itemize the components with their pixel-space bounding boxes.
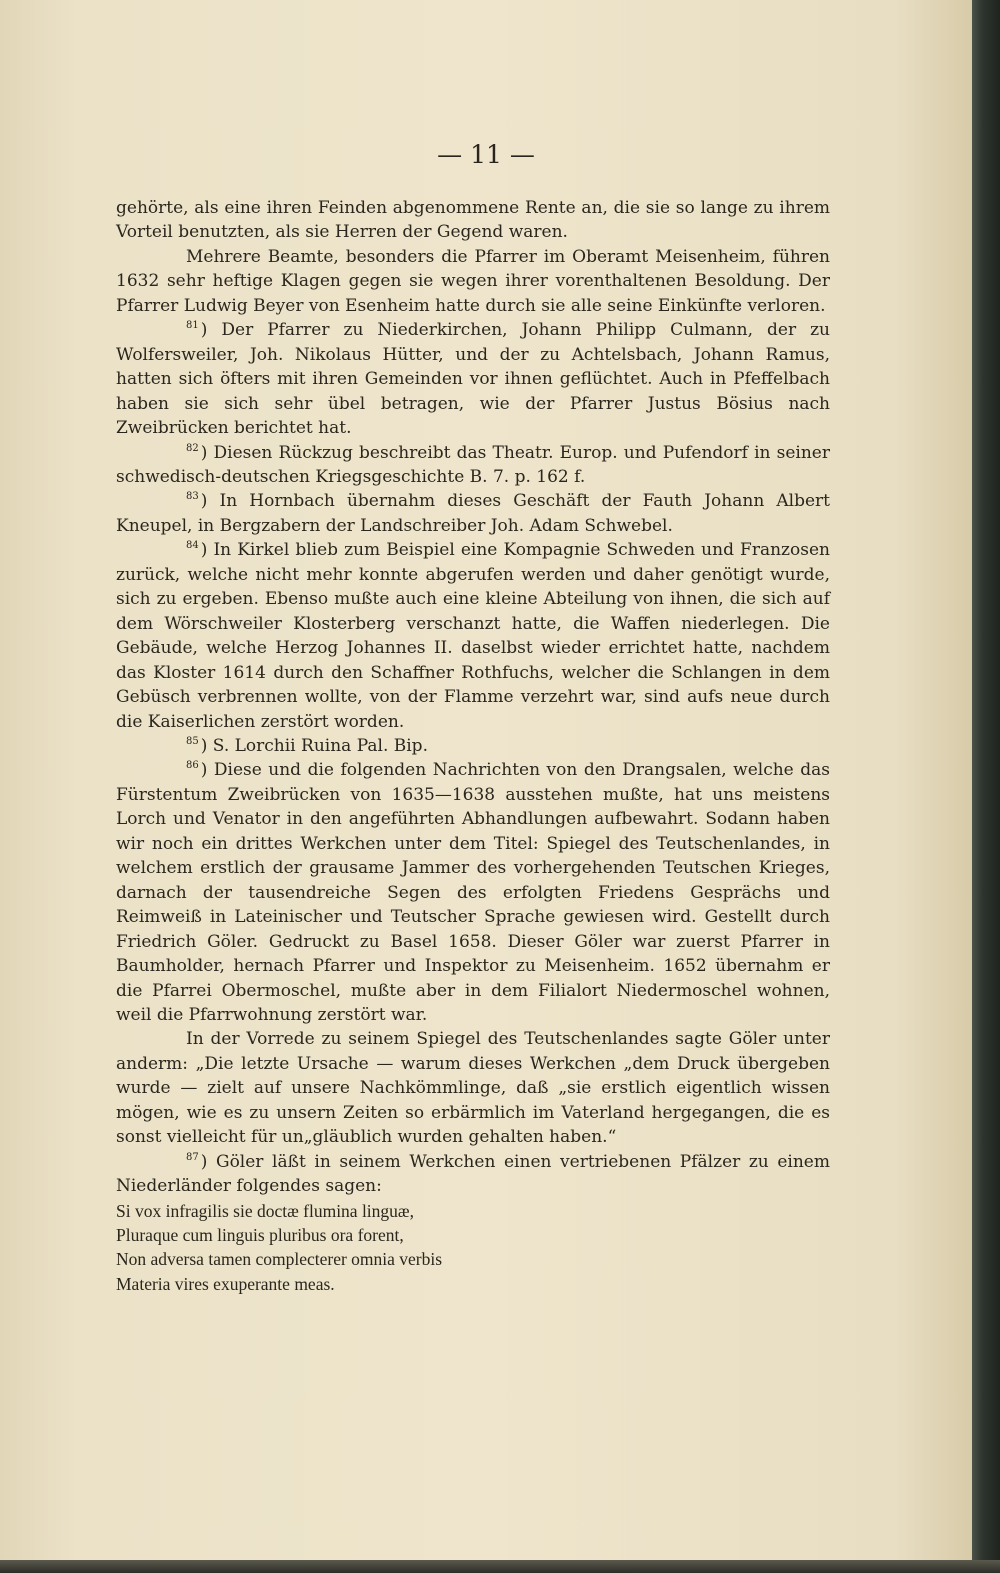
footnote-text: In Hornbach übernahm dieses Geschäft der Fauth Johann Albert Kneupel, in Bergzabern der Landschreiber Joh. Adam Schwebel.	[116, 491, 830, 536]
footnote-text: S. Lorchii Ruina Pal. Bip.	[212, 735, 428, 756]
book-spine-edge	[972, 0, 1000, 1573]
footnote-83: $^{83}$ ) In Hornbach übernahm dieses Geschäft der Fauth Johann Albert Kneupel, in Bergzabern der Landschreiber Joh. Adam Schwebel.	[116, 491, 830, 536]
paragraph-continuation: gehörte, als eine ihren Feinden abgenommene Rente an, die sie so lange zu ihrem Vorteil benutzten, als sie Herren der Gegend waren.	[116, 198, 830, 243]
footnote-text: Diese und die folgenden Nachrichten von den Drangsalen, welche das Fürstentum Zweibrücken von 1635—1638 ausstehen mußte, hat uns meistens Lorch und Venator in den angeführten Abhandlungen aufbewahrt. Sodann haben wir noch ein drittes Werkchen unter dem Titel: Spiegel des Teutschenlandes, in welchem erstlich der grausame Jammer des vorhergehenden Teutschen Krieges, darnach der tausendreiche Segen des erfolgten Friedens Gesprächs und Reimweiß in Lateinischer und Teutscher Sprache gewiesen wird. Gestellt durch Friedrich Göler. Gedruckt zu Basel 1658. Dieser Göler war zuerst Pfarrer in Baumholder, hernach Pfarrer und Inspektor zu Meisenheim. 1652 übernahm er die Pfarrei Obermoschel, mußte aber in dem Filialort Niedermoschel wohnen, weil die Pfarrwohnung zerstört war.	[116, 760, 830, 1025]
footnote-86: $^{86}$ ) Diese und die folgenden Nachrichten von den Drangsalen, welche das Fürstentum Zweibrücken von 1635—1638 ausstehen mußte, hat uns meistens Lorch und Venator in den angeführten Abhandlungen aufbewahrt. Sodann haben wir noch ein drittes Werkchen unter dem Titel: Spiegel des Teutschenlandes, in welchem erstlich der grausame Jammer des vorhergehenden Teutschen Krieges, darnach der tausendreiche Segen des erfolgten Friedens Gesprächs und Reimweiß in Lateinischer und Teutscher Sprache gewiesen wird. Gestellt durch Friedrich Göler. Gedruckt zu Basel 1658. Dieser Göler war zuerst Pfarrer in Baumholder, hernach Pfarrer und Inspektor zu Meisenheim. 1652 übernahm er die Pfarrei Obermoschel, mußte aber in dem Filialort Niedermoschel wohnen, weil die Pfarrwohnung zerstört war.	[116, 760, 830, 1025]
footnote-81: $^{81}$ ) Der Pfarrer zu Niederkirchen, Johann Philipp Culmann, der zu Wolfersweiler, Joh. Nikolaus Hütter, und der zu Achtelsbach, Johann Ramus, hatten sich öfters mit ihren Gemeinden vor ihnen geflüchtet. Auch in Pfeffelbach haben sie sich sehr übel betragen, wie der Pfarrer Justus Bösius nach Zweibrücken berichtet hat.	[116, 320, 830, 439]
footnote-text: Göler läßt in seinem Werkchen einen vertriebenen Pfälzer zu einem Niederländer folgendes sagen:	[116, 1151, 830, 1197]
verse-line: Non adversa tamen complecterer omnia verbis	[116, 1249, 443, 1270]
page-number: — 11 —	[437, 140, 535, 169]
paragraph: Mehrere Beamte, besonders die Pfarrer im Oberamt Meisenheim, führen 1632 sehr heftige Klagen gegen sie wegen ihrer vorenthaltenen Besoldung. Der Pfarrer Ludwig Beyer von Esenheim hatte durch sie alle seine Einkünfte verloren.	[116, 246, 830, 316]
footnote-87: $^{87}$ ) Göler läßt in seinem Werkchen einen vertriebenen Pfälzer zu einem Niederländer folgendes sagen:	[116, 1151, 830, 1197]
footnote-mark: 83	[186, 491, 199, 503]
footnote-mark: 82	[186, 442, 199, 454]
footnote-text: In Kirkel blieb zum Beispiel eine Kompagnie Schweden und Franzosen zurück, welche nicht mehr konnte abgerufen werden und daher genötigt wurde, sich zu ergeben. Ebenso mußte auch eine kleine Abteilung von ihnen, die sich auf dem Wörschweiler Klosterberg verschanzt hatte, die Waffen niederlegen. Die Gebäude, welche Herzog Johannes II. daselbst wieder errichtet hatte, nachdem das Kloster 1614 durch den Schaffner Rothfuchs, welcher die Schlangen in dem Gebüsch verbrennen wollte, von der Flamme verzehrt war, sind aufs neue durch die Kaiserlichen zerstört worden.	[116, 540, 830, 732]
footnote-82: $^{82}$ ) Diesen Rückzug beschreibt das Theatr. Europ. und Pufendorf in seiner schwedisch-deutschen Kriegsgeschichte B. 7. p. 162 f.	[116, 442, 830, 487]
verse-line: Si vox infragilis sie doctæ flumina linguæ,	[116, 1200, 414, 1221]
footnote-84: $^{84}$ ) In Kirkel blieb zum Beispiel eine Kompagnie Schweden und Franzosen zurück, welche nicht mehr konnte abgerufen werden und daher genötigt wurde, sich zu ergeben. Ebenso mußte auch eine kleine Abteilung von ihnen, die sich auf dem Wörschweiler Klosterberg verschanzt hatte, die Waffen niederlegen. Die Gebäude, welche Herzog Johannes II. daselbst wieder errichtet hatte, nachdem das Kloster 1614 durch den Schaffner Rothfuchs, welcher die Schlangen in dem Gebüsch verbrennen wollte, von der Flamme verzehrt war, sind aufs neue durch die Kaiserlichen zerstört worden.	[116, 540, 830, 732]
footnote-85: $^{85}$ ) S. Lorchii Ruina Pal. Bip.	[186, 735, 428, 756]
book-bottom-edge	[0, 1560, 1000, 1573]
footnote-mark: 84	[186, 540, 199, 552]
footnote-mark: 85	[186, 735, 199, 747]
verse-line: Materia vires exuperante meas.	[116, 1273, 335, 1294]
verse-line: Pluraque cum linguis pluribus ora forent,	[116, 1225, 404, 1246]
footnote-mark: 81	[186, 320, 199, 332]
footnote-mark: 87	[186, 1151, 199, 1163]
footnote-text: Diesen Rückzug beschreibt das Theatr. Europ. und Pufendorf in seiner schwedisch-deutschen Kriegsgeschichte B. 7. p. 162 f.	[116, 442, 830, 487]
paragraph-quotation: In der Vorrede zu seinem Spiegel des Teutschenlandes sagte Göler unter anderm: „Die letzte Ursache — warum dieses Werkchen „dem Druck übergeben wurde — zielt auf unsere Nachkömmlinge, daß „sie erstlich eigentlich wissen mögen, wie es zu unsern Zeiten so erbärmlich im Vaterland hergegangen, die es sonst vielleicht für un„gläublich wurden gehalten haben.“	[116, 1029, 830, 1148]
footnote-mark: 86	[186, 760, 199, 772]
footnote-text: Der Pfarrer zu Niederkirchen, Johann Philipp Culmann, der zu Wolfersweiler, Joh. Nikolaus Hütter, und der zu Achtelsbach, Johann Ramus, hatten sich öfters mit ihren Gemeinden vor ihnen geflüchtet. Auch in Pfeffelbach haben sie sich sehr übel betragen, wie der Pfarrer Justus Bösius nach Zweibrücken berichtet hat.	[116, 320, 830, 439]
body-text	[116, 196, 830, 1296]
